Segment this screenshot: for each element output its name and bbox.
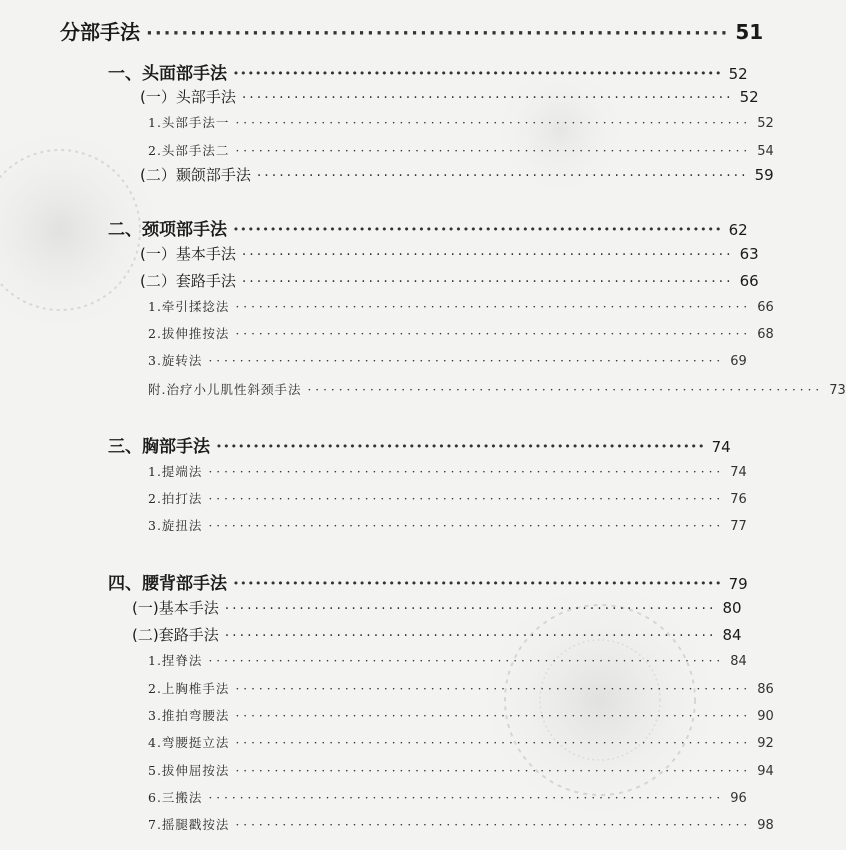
toc-title: 7.摇腿戳按法 <box>148 817 230 832</box>
toc-page-number: 59 <box>754 166 774 184</box>
dot-leader: ·································································· <box>208 519 725 533</box>
dot-leader: ·································································· <box>235 327 752 341</box>
toc-title: 分部手法 <box>60 20 140 44</box>
toc-page-number: 51 <box>735 20 764 44</box>
toc-section-entry <box>108 432 731 457</box>
dot-leader: ·································································· <box>235 144 752 158</box>
toc-title: 四、腰背部手法 <box>108 574 227 594</box>
toc-item-entry <box>148 651 747 669</box>
dot-leader: ·································································· <box>241 247 734 263</box>
dot-leader: ·································································· <box>208 492 725 506</box>
dot-leader: ·································································· <box>146 23 730 44</box>
toc-subsection-entry <box>140 270 759 291</box>
toc-title: 二、颈项部手法 <box>108 220 227 240</box>
dot-leader: ·································································· <box>208 465 725 479</box>
toc-item-entry <box>148 788 747 806</box>
toc-title: 1.头部手法一 <box>148 115 230 130</box>
toc-title: 2.头部手法二 <box>148 143 230 158</box>
toc-item-entry <box>148 462 747 480</box>
dot-leader: ·································································· <box>235 682 752 696</box>
toc-title: (二）颞颌部手法 <box>140 166 251 184</box>
dot-leader: ·································································· <box>208 791 725 805</box>
toc-title: (一)基本手法 <box>132 599 219 617</box>
dot-leader: ·································································· <box>233 64 723 84</box>
dot-leader: ·································································· <box>208 354 725 368</box>
toc-subsection-entry <box>140 243 759 264</box>
toc-title: 1.捏脊法 <box>148 653 203 668</box>
toc-page-number: 68 <box>757 327 774 342</box>
toc-title: 3.推拍弯腰法 <box>148 708 230 723</box>
toc-title: (二)套路手法 <box>132 626 219 644</box>
toc-page-number: 96 <box>730 791 747 806</box>
toc-page-number: 90 <box>757 709 774 724</box>
toc-title: 附.治疗小儿肌性斜颈手法 <box>148 382 302 397</box>
toc-main-entry <box>60 16 764 45</box>
toc-page-number: 80 <box>722 599 742 617</box>
toc-page-number: 86 <box>757 682 774 697</box>
toc-title: 2.拔伸推按法 <box>148 326 230 341</box>
toc-page-number: 66 <box>757 300 774 315</box>
toc-section-entry <box>108 569 748 594</box>
dot-leader: ·································································· <box>235 764 752 778</box>
toc-page-number: 73 <box>829 383 846 398</box>
dot-leader: ·································································· <box>235 818 752 832</box>
toc-item-entry <box>148 324 774 342</box>
toc-title: 1.提端法 <box>148 464 203 479</box>
toc-title: 4.弯腰挺立法 <box>148 735 230 750</box>
toc-page-number: 74 <box>730 465 747 480</box>
dot-leader: ·································································· <box>233 220 723 240</box>
toc-item-entry <box>148 679 774 697</box>
toc-item-entry <box>148 489 747 507</box>
toc-item-entry <box>148 516 747 534</box>
toc-title: (二）套路手法 <box>140 272 236 290</box>
toc-subsection-entry <box>132 624 742 645</box>
dot-leader: ·································································· <box>241 274 734 290</box>
toc-page-number: 98 <box>757 818 774 833</box>
toc-section-entry <box>108 59 748 84</box>
toc-section-entry <box>108 215 748 240</box>
dot-leader: ·································································· <box>256 168 749 184</box>
toc-page-number: 52 <box>757 116 774 131</box>
toc-item-entry <box>148 380 846 398</box>
toc-page-number: 84 <box>722 626 742 644</box>
toc-page-number: 76 <box>730 492 747 507</box>
toc-item-entry <box>148 761 774 779</box>
toc-page-number: 69 <box>730 354 747 369</box>
toc-subsection-entry <box>132 597 742 618</box>
toc-page-number: 92 <box>757 736 774 751</box>
toc-page-number: 94 <box>757 764 774 779</box>
toc-page-number: 54 <box>757 144 774 159</box>
dot-leader: ·································································· <box>224 628 717 644</box>
toc-item-entry <box>148 706 774 724</box>
toc-title: 一、头面部手法 <box>108 64 227 84</box>
dot-leader: ·································································· <box>233 574 723 594</box>
toc-title: 5.拔伸屈按法 <box>148 763 230 778</box>
toc-title: 1.牵引揉捻法 <box>148 299 230 314</box>
toc-item-entry <box>148 141 774 159</box>
dot-leader: ·································································· <box>241 90 734 106</box>
dot-leader: ·································································· <box>235 736 752 750</box>
toc-page-number: 52 <box>739 88 759 106</box>
toc-title: 3.旋扭法 <box>148 518 203 533</box>
toc-page-number: 74 <box>711 438 731 456</box>
toc-page-number: 63 <box>739 245 759 263</box>
toc-item-entry <box>148 297 774 315</box>
toc-item-entry <box>148 815 774 833</box>
toc-item-entry <box>148 351 747 369</box>
toc-page-number: 66 <box>739 272 759 290</box>
dot-leader: ·································································· <box>235 709 752 723</box>
dot-leader: ·································································· <box>208 654 725 668</box>
dot-leader: ·································································· <box>235 300 752 314</box>
toc-page-number: 77 <box>730 519 747 534</box>
toc-title: (一）头部手法 <box>140 88 236 106</box>
toc-page-number: 62 <box>728 221 748 239</box>
dot-leader: ·································································· <box>235 116 752 130</box>
toc-page-number: 79 <box>728 575 748 593</box>
toc-page-number: 52 <box>728 65 748 83</box>
toc-title: 6.三搬法 <box>148 790 203 805</box>
dot-leader: ·································································· <box>307 383 824 397</box>
toc-subsection-entry <box>140 86 759 107</box>
dot-leader: ·································································· <box>224 601 717 617</box>
toc-title: 2.拍打法 <box>148 491 203 506</box>
toc-title: 3.旋转法 <box>148 353 203 368</box>
dot-leader: ·································································· <box>216 437 706 457</box>
toc-subsection-entry <box>140 164 774 185</box>
toc-item-entry <box>148 113 774 131</box>
toc-title: 2.上胸椎手法 <box>148 681 230 696</box>
toc-title: (一）基本手法 <box>140 245 236 263</box>
toc-item-entry <box>148 733 774 751</box>
toc-title: 三、胸部手法 <box>108 437 210 457</box>
toc-page-number: 84 <box>730 654 747 669</box>
